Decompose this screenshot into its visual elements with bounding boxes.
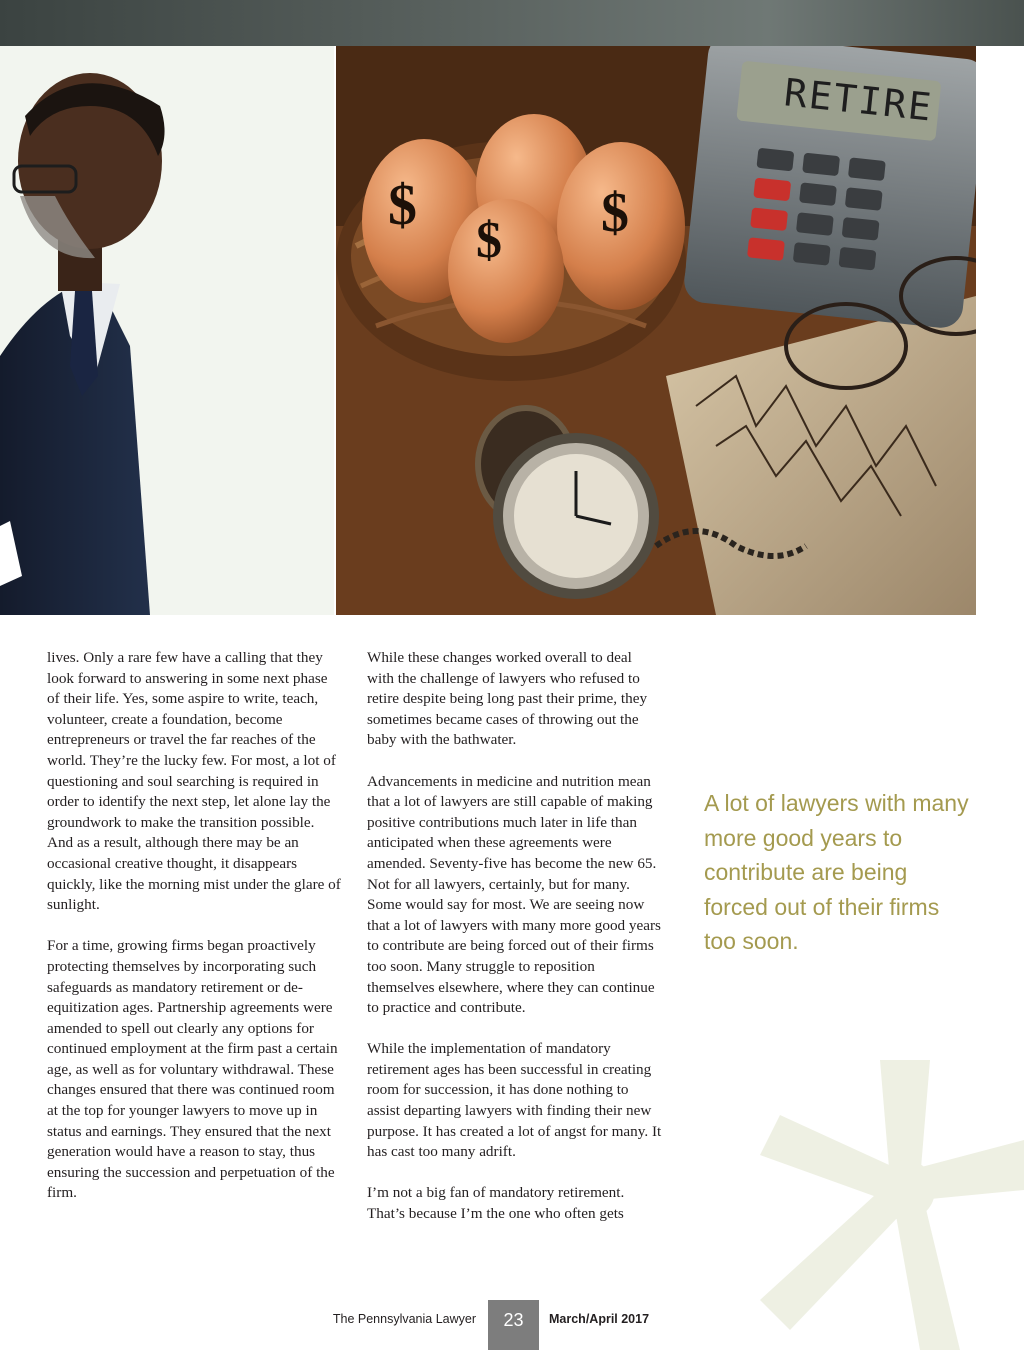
page-footer <box>0 1300 1024 1350</box>
article-column-1 <box>47 648 342 1225</box>
article-paragraph: lives. Only a rare few have a calling that they look forward to answering in some next phase of their life. Yes, some aspire to write, teach, volunteer, create a foundation, become entrepreneurs or travel the far reaches of the world. They’re the lucky few. For most, a lot of questioning and soul searching is required in order to identify the next step, let alone lay the groundwork to make the transition possible. And as a result, although there may be an occasional creative thought, it disappears quickly, like the morning mist under the glare of sunlight. <box>47 649 341 914</box>
page-number: 23 <box>503 1310 524 1330</box>
pull-quote: A lot of lawyers with many more good years to contribute are being forced out of their firms too soon. <box>704 790 969 954</box>
egg-dollar-sign-2: $ <box>476 212 502 269</box>
retirement-nest-egg-photo <box>336 46 976 615</box>
article-paragraph: For a time, growing firms began proactively protecting themselves by incorporating such safeguards as mandatory retirement or de-equitization ages. Partnership agreements were amended to spell out clearly any options for continued employment at the firm past a certain age, as well as for voluntary withdrawal. These changes ensured that there was continued room at the top for younger lawyers to move up in status and earnings. They ensured that the next generation would have a reason to stay, thus ensuring the succession and perpetuation of the firm. <box>47 937 338 1202</box>
article-paragraph: I’m not a big fan of mandatory retirement. That’s because I’m the one who often gets <box>367 1184 625 1223</box>
publication-name: The Pennsylvania Lawyer <box>332 1312 476 1326</box>
man-in-suit-photo <box>0 46 334 615</box>
article-paragraph: Advancements in medicine and nutrition mean that a lot of lawyers are still capable of making positive contributions much later in life than anticipated when these agreements were amended. Seventy-five has become the new 65. Not for all lawyers, certainly, but for many. Some would say for most. We are seeing now that a lot of lawyers with many more good years to contribute are being forced out of their firms too soon. Many struggle to reposition themselves elsewhere, where they can continue to practice and contribute. <box>367 772 661 1017</box>
calculator-display-text: RETIRE <box>782 70 936 130</box>
issue-date: March/April 2017 <box>549 1312 650 1326</box>
article-column-2 <box>367 648 662 1245</box>
article-paragraph: While the implementation of mandatory retirement ages has been successful in creating room for succession, it has done nothing to assist departing lawyers with finding their new purpose. It has created a lot of angst for many. It has cast too many adrift. <box>367 1040 662 1161</box>
egg-dollar-sign-1: $ <box>388 172 417 237</box>
top-texture-band <box>0 0 1024 46</box>
article-paragraph: While these changes worked overall to deal with the challenge of lawyers who refused to retire despite being long past their prime, they sometimes became cases of throwing out the baby with the bathwater. <box>367 649 648 749</box>
page-number-box <box>488 1300 539 1350</box>
egg-dollar-sign-3: $ <box>601 182 629 244</box>
